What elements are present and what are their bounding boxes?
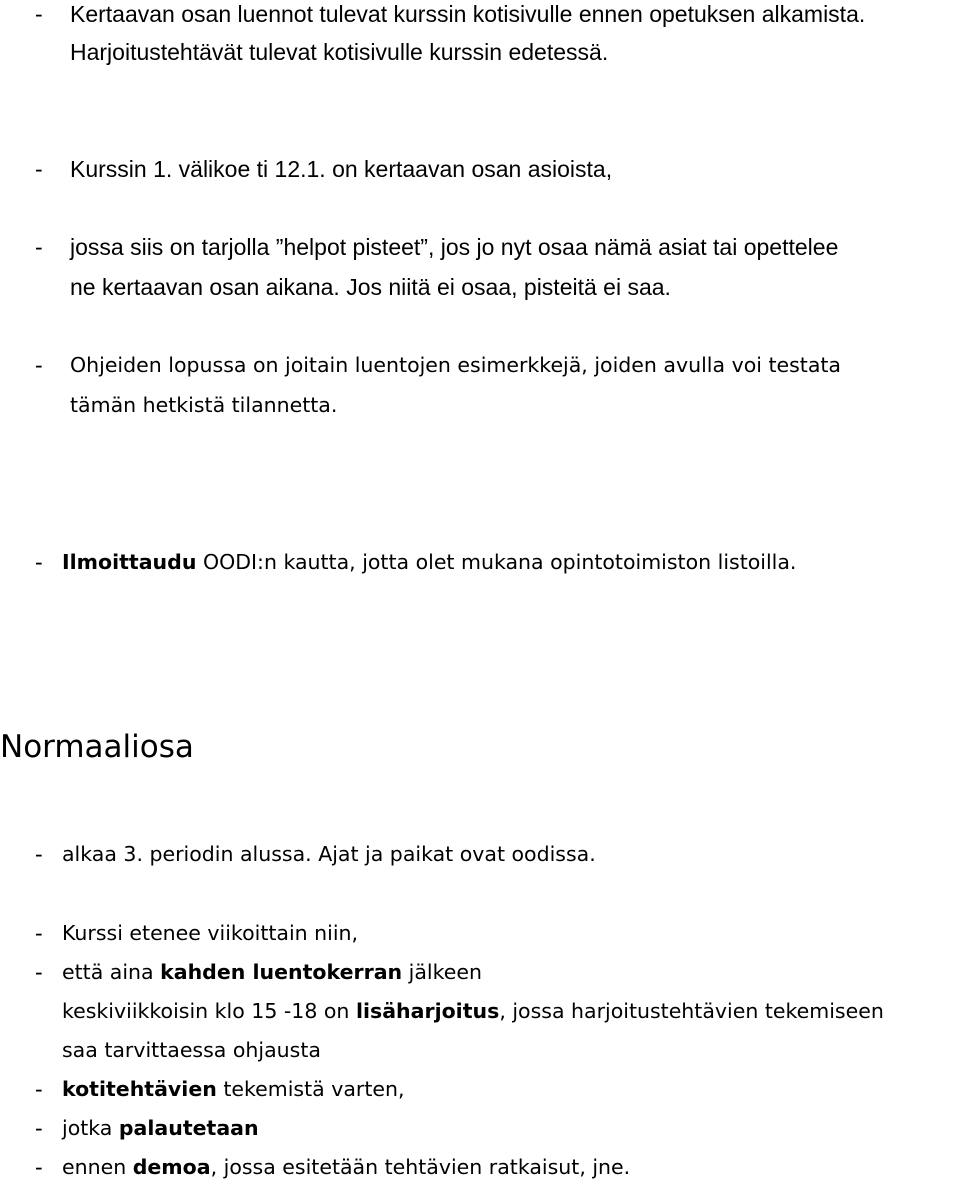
intro-line-8-bold: Ilmoittaudu xyxy=(62,550,197,574)
section-line-3-bold: kahden luentokerran xyxy=(160,960,403,984)
bullet-dash: - xyxy=(35,234,43,260)
section-line-7-bold: palautetaan xyxy=(118,1116,259,1140)
bullet-dash: - xyxy=(35,1,43,27)
bullet-dash: - xyxy=(35,1076,43,1102)
section-line-7 xyxy=(62,1114,259,1142)
bullet-dash: - xyxy=(35,920,43,946)
section-line-8-post: , jossa esitetään tehtävien ratkaisut, jne. xyxy=(210,1155,631,1179)
section-line-4-post: , jossa harjoitustehtävien tekemiseen xyxy=(499,999,884,1023)
intro-line-2: Harjoitustehtävät tulevat kotisivulle kurssin edetessä. xyxy=(70,39,609,65)
intro-line-6: Ohjeiden lopussa on joitain luentojen esimerkkejä, joiden avulla voi testata xyxy=(70,353,841,377)
section-line-4 xyxy=(62,997,884,1025)
section-line-4-pre: keskiviikkoisin klo 15 -18 on xyxy=(62,999,356,1023)
section-line-8 xyxy=(62,1153,630,1181)
section-line-7-pre: jotka xyxy=(62,1116,119,1140)
section-line-3 xyxy=(62,958,482,986)
intro-line-8-rest: OODI:n kautta, jotta olet mukana opintotoimiston listoilla. xyxy=(196,550,797,574)
intro-line-5: ne kertaavan osan aikana. Jos niitä ei osaa, pisteitä ei saa. xyxy=(70,274,671,300)
section-line-3-post: jälkeen xyxy=(402,960,482,984)
section-line-5: saa tarvittaessa ohjausta xyxy=(62,1038,321,1062)
section-line-8-pre: ennen xyxy=(62,1155,133,1179)
section-line-4-bold: lisäharjoitus xyxy=(355,999,500,1023)
intro-line-8 xyxy=(62,548,796,576)
bullet-dash: - xyxy=(35,549,43,575)
bullet-dash: - xyxy=(35,352,43,378)
section-line-2: Kurssi etenee viikoittain niin, xyxy=(62,921,359,945)
bullet-dash: - xyxy=(35,841,43,867)
intro-line-3: Kurssin 1. välikoe ti 12.1. on kertaavan osan asioista, xyxy=(70,156,613,182)
intro-line-4: jossa siis on tarjolla ”helpot pisteet”, jos jo nyt osaa nämä asiat tai opettelee xyxy=(70,234,839,260)
section-line-6 xyxy=(62,1075,404,1103)
bullet-dash: - xyxy=(35,1154,43,1180)
section-line-6-bold: kotitehtävien xyxy=(62,1077,217,1101)
bullet-dash: - xyxy=(35,1115,43,1141)
section-line-8-bold: demoa xyxy=(132,1155,211,1179)
section-line-1: alkaa 3. periodin alussa. Ajat ja paikat ovat oodissa. xyxy=(62,842,596,866)
bullet-dash: - xyxy=(35,959,43,985)
bullet-dash: - xyxy=(35,156,43,182)
intro-line-7: tämän hetkistä tilannetta. xyxy=(70,393,338,417)
section-heading: Normaaliosa xyxy=(0,729,194,765)
intro-line-1: Kertaavan osan luennot tulevat kurssin kotisivulle ennen opetuksen alkamista. xyxy=(70,1,866,27)
section-line-6-post: tekemistä varten, xyxy=(216,1077,405,1101)
section-line-3-pre: että aina xyxy=(62,960,161,984)
